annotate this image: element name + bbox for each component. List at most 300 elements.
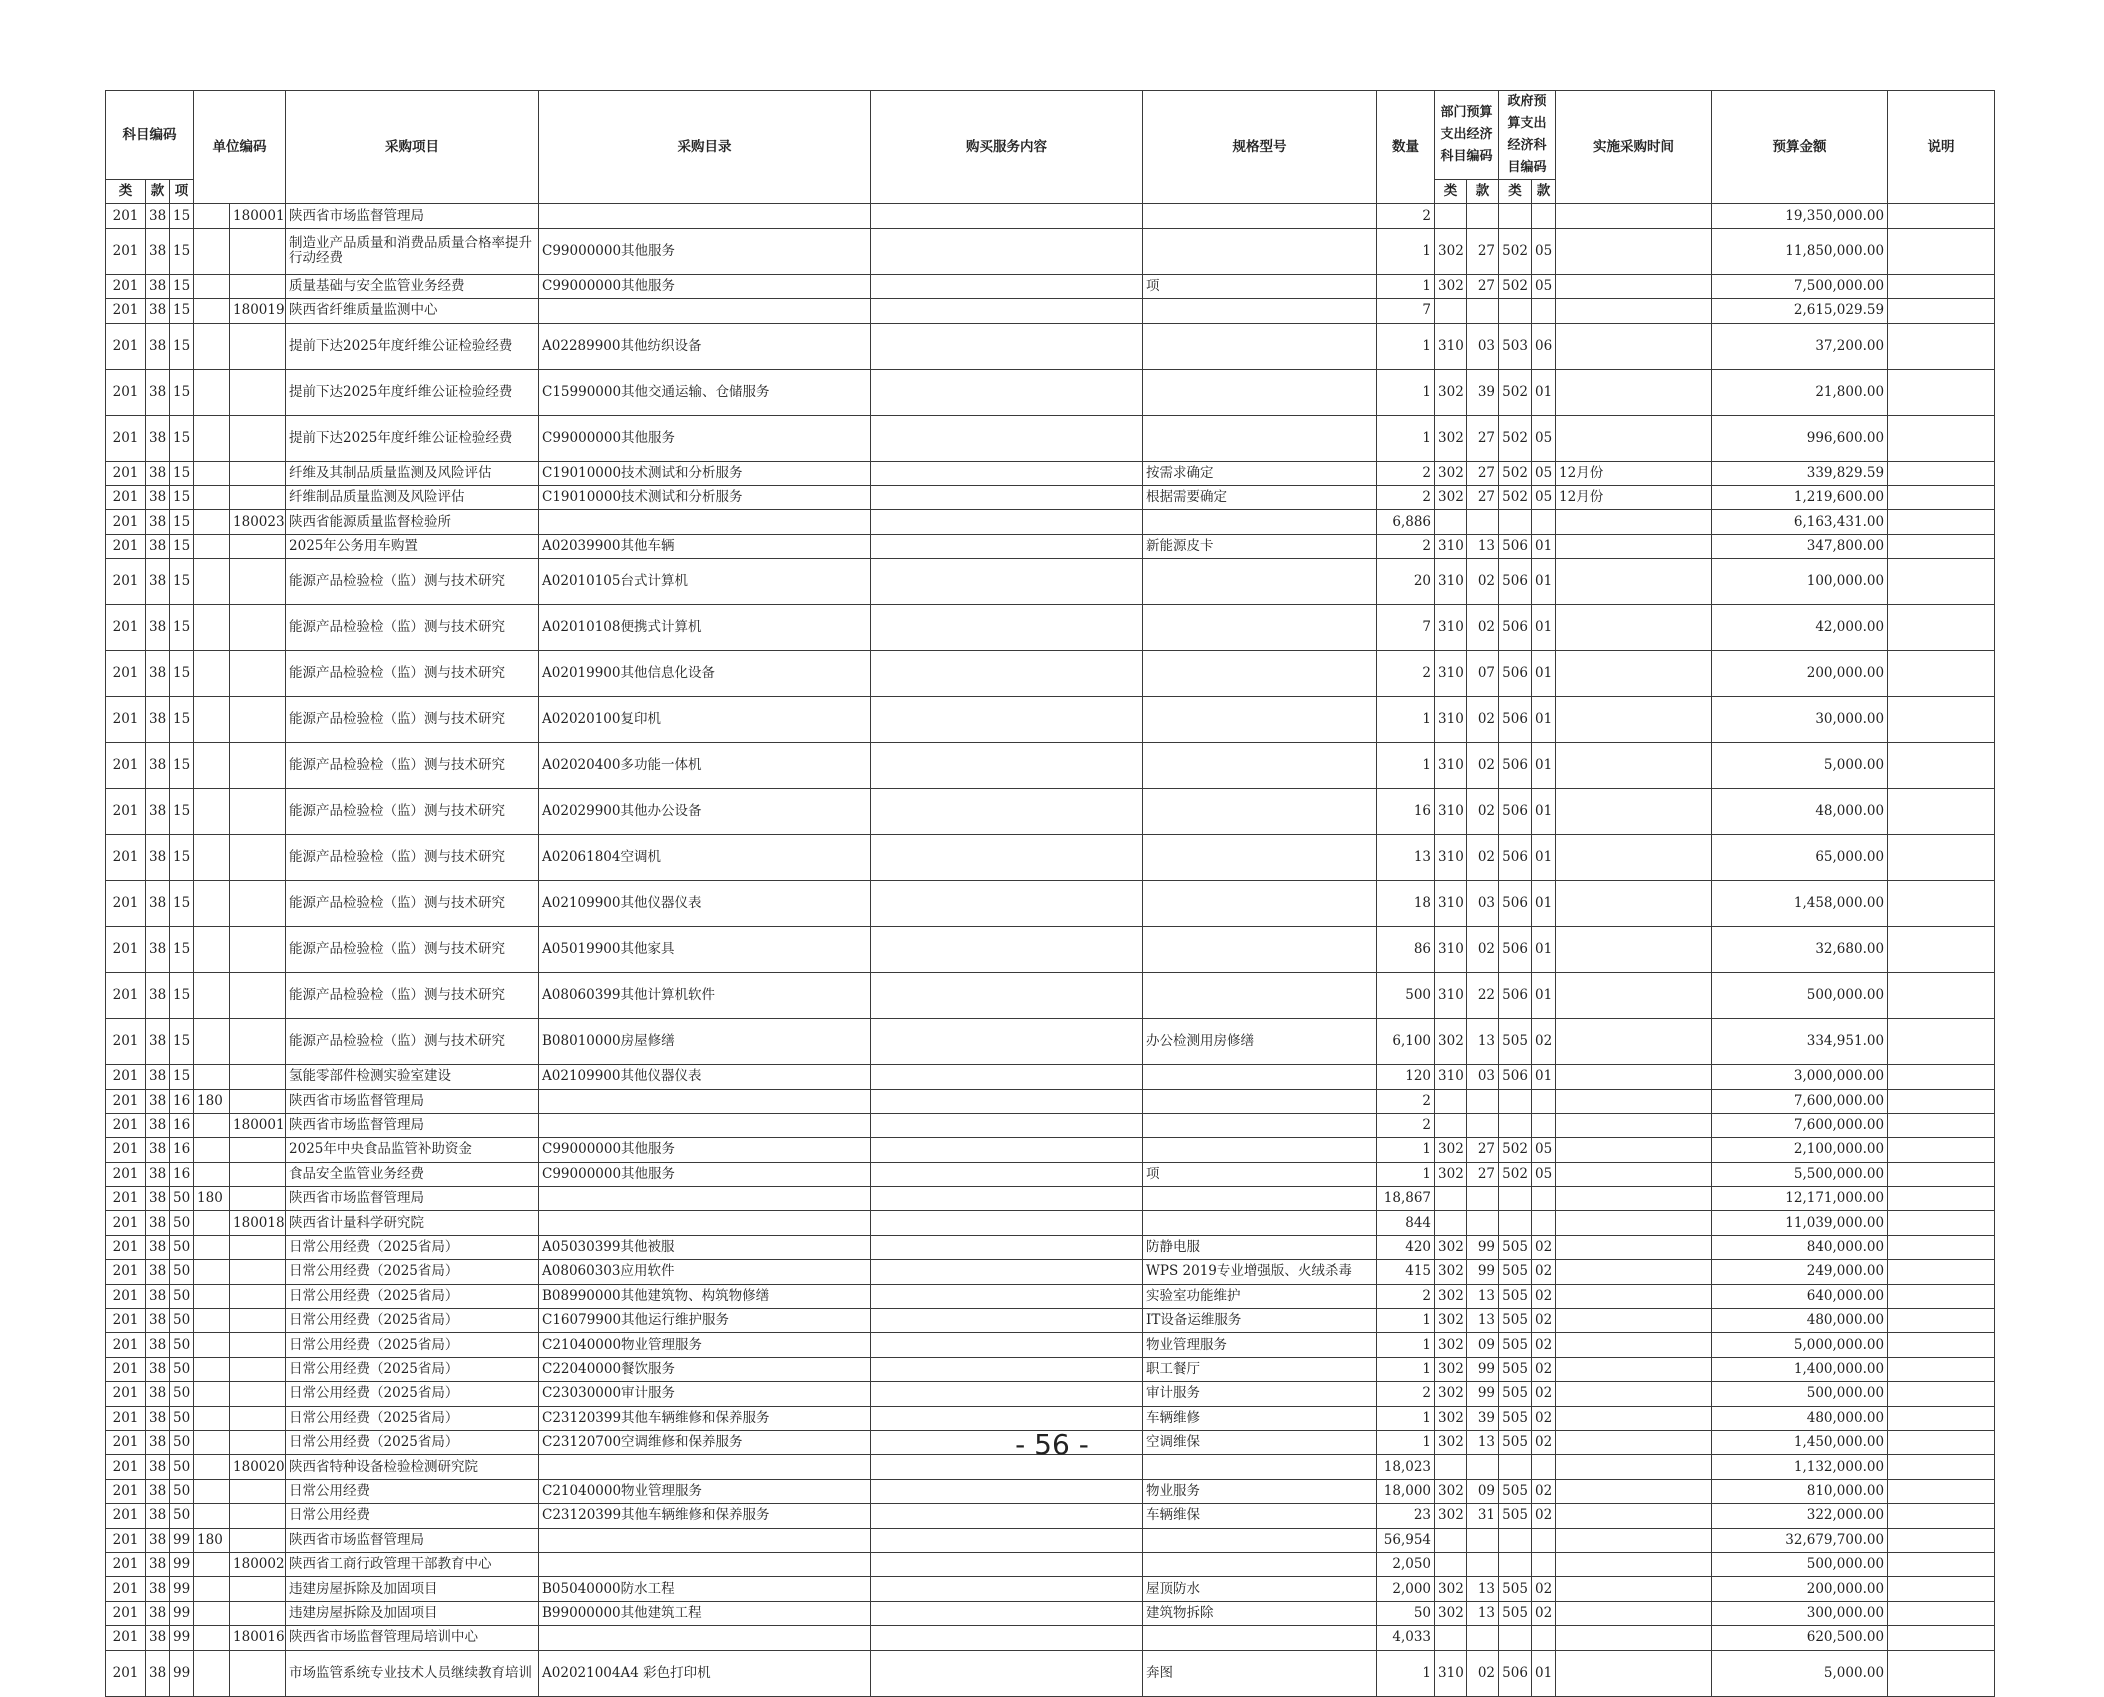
cell-time <box>1556 323 1712 369</box>
cell-catalog: A08060303应用软件 <box>539 1260 871 1284</box>
cell-note <box>1888 299 1995 323</box>
cell-kuan: 38 <box>146 1309 170 1333</box>
cell-spec <box>1143 789 1377 835</box>
cell-unit-prefix <box>194 1309 230 1333</box>
cell-gov-kuan <box>1532 1113 1556 1137</box>
cell-unit-prefix <box>194 1650 230 1696</box>
cell-spec: 奔图 <box>1143 1650 1377 1696</box>
cell-unit-code <box>230 1187 286 1211</box>
header-service-content: 购买服务内容 <box>871 91 1143 204</box>
cell-project: 日常公用经费（2025省局） <box>286 1309 539 1333</box>
cell-unit-code <box>230 605 286 651</box>
cell-time <box>1556 1211 1712 1235</box>
cell-dept-kuan: 99 <box>1467 1235 1499 1259</box>
cell-lei: 201 <box>106 743 146 789</box>
cell-dept-lei: 302 <box>1435 1601 1467 1625</box>
cell-gov-lei: 506 <box>1499 927 1532 973</box>
cell-quantity: 1 <box>1377 1357 1435 1381</box>
table-row <box>106 1357 1995 1381</box>
cell-dept-kuan: 02 <box>1467 559 1499 605</box>
cell-catalog: A02109900其他仪器仪表 <box>539 881 871 927</box>
cell-time <box>1556 1504 1712 1528</box>
cell-dept-lei: 302 <box>1435 1382 1467 1406</box>
cell-catalog: A02289900其他纺织设备 <box>539 323 871 369</box>
cell-gov-lei: 505 <box>1499 1333 1532 1357</box>
cell-note <box>1888 1479 1995 1503</box>
cell-service-content <box>871 1235 1143 1259</box>
cell-dept-kuan: 07 <box>1467 651 1499 697</box>
cell-dept-kuan: 39 <box>1467 1406 1499 1430</box>
cell-unit-code <box>230 1019 286 1065</box>
cell-unit-prefix <box>194 510 230 534</box>
table-row <box>106 228 1995 274</box>
cell-service-content <box>871 605 1143 651</box>
cell-gov-kuan: 02 <box>1532 1382 1556 1406</box>
cell-gov-lei: 502 <box>1499 228 1532 274</box>
cell-gov-lei: 506 <box>1499 835 1532 881</box>
cell-dept-lei: 302 <box>1435 1138 1467 1162</box>
cell-catalog: A02029900其他办公设备 <box>539 789 871 835</box>
cell-service-content <box>871 1333 1143 1357</box>
cell-amount: 1,132,000.00 <box>1712 1455 1888 1479</box>
cell-kuan: 38 <box>146 1138 170 1162</box>
cell-dept-kuan: 99 <box>1467 1260 1499 1284</box>
cell-dept-kuan: 13 <box>1467 534 1499 558</box>
cell-xiang: 50 <box>170 1260 194 1284</box>
cell-xiang: 15 <box>170 789 194 835</box>
cell-spec: 按需求确定 <box>1143 461 1377 485</box>
cell-unit-prefix <box>194 1357 230 1381</box>
cell-quantity: 56,954 <box>1377 1528 1435 1552</box>
cell-gov-lei: 502 <box>1499 369 1532 415</box>
cell-spec <box>1143 881 1377 927</box>
cell-quantity: 6,886 <box>1377 510 1435 534</box>
cell-unit-prefix <box>194 274 230 298</box>
cell-dept-kuan: 02 <box>1467 927 1499 973</box>
table-row <box>106 204 1995 228</box>
cell-time <box>1556 1601 1712 1625</box>
cell-service-content <box>871 1065 1143 1089</box>
cell-dept-lei: 302 <box>1435 1284 1467 1308</box>
cell-amount: 7,600,000.00 <box>1712 1089 1888 1113</box>
cell-spec: 根据需要确定 <box>1143 485 1377 509</box>
cell-gov-kuan: 02 <box>1532 1309 1556 1333</box>
cell-quantity: 1 <box>1377 1333 1435 1357</box>
cell-unit-code <box>230 743 286 789</box>
cell-quantity: 844 <box>1377 1211 1435 1235</box>
table-row <box>106 1577 1995 1601</box>
cell-spec: 防静电服 <box>1143 1235 1377 1259</box>
cell-xiang: 99 <box>170 1552 194 1576</box>
cell-gov-kuan: 05 <box>1532 1138 1556 1162</box>
cell-note <box>1888 1601 1995 1625</box>
cell-spec <box>1143 415 1377 461</box>
cell-project: 能源产品检验检（监）测与技术研究 <box>286 743 539 789</box>
cell-unit-prefix <box>194 1284 230 1308</box>
cell-dept-lei: 302 <box>1435 1357 1467 1381</box>
cell-lei: 201 <box>106 1162 146 1186</box>
cell-dept-kuan: 27 <box>1467 228 1499 274</box>
cell-unit-prefix: 180 <box>194 1187 230 1211</box>
cell-kuan: 38 <box>146 697 170 743</box>
cell-unit-prefix <box>194 1504 230 1528</box>
cell-project: 日常公用经费（2025省局） <box>286 1235 539 1259</box>
cell-kuan: 38 <box>146 651 170 697</box>
cell-quantity: 18,000 <box>1377 1479 1435 1503</box>
cell-kuan: 38 <box>146 1577 170 1601</box>
cell-dept-lei: 302 <box>1435 1309 1467 1333</box>
cell-spec: 车辆维修 <box>1143 1406 1377 1430</box>
cell-spec: 物业服务 <box>1143 1479 1377 1503</box>
cell-gov-kuan: 01 <box>1532 651 1556 697</box>
cell-dept-lei: 302 <box>1435 1235 1467 1259</box>
cell-service-content <box>871 651 1143 697</box>
cell-catalog <box>539 1552 871 1576</box>
cell-quantity: 18,867 <box>1377 1187 1435 1211</box>
cell-spec <box>1143 510 1377 534</box>
cell-unit-code <box>230 1650 286 1696</box>
cell-gov-kuan <box>1532 204 1556 228</box>
cell-lei: 201 <box>106 1187 146 1211</box>
cell-service-content <box>871 559 1143 605</box>
cell-unit-code <box>230 274 286 298</box>
cell-service-content <box>871 204 1143 228</box>
cell-project: 氢能零部件检测实验室建设 <box>286 1065 539 1089</box>
cell-note <box>1888 323 1995 369</box>
cell-unit-prefix <box>194 927 230 973</box>
cell-gov-lei <box>1499 1211 1532 1235</box>
cell-unit-code <box>230 1284 286 1308</box>
cell-xiang: 15 <box>170 485 194 509</box>
cell-lei: 201 <box>106 1650 146 1696</box>
cell-time <box>1556 299 1712 323</box>
cell-unit-prefix <box>194 1382 230 1406</box>
cell-unit-prefix <box>194 1235 230 1259</box>
cell-note <box>1888 1406 1995 1430</box>
cell-amount: 480,000.00 <box>1712 1406 1888 1430</box>
cell-unit-prefix <box>194 1065 230 1089</box>
cell-xiang: 50 <box>170 1187 194 1211</box>
cell-note <box>1888 651 1995 697</box>
table-row <box>106 1650 1995 1696</box>
cell-catalog: B08010000房屋修缮 <box>539 1019 871 1065</box>
cell-catalog: A02020100复印机 <box>539 697 871 743</box>
cell-service-content <box>871 485 1143 509</box>
header-time: 实施采购时间 <box>1556 91 1712 204</box>
cell-service-content <box>871 1284 1143 1308</box>
cell-amount: 322,000.00 <box>1712 1504 1888 1528</box>
cell-gov-lei: 502 <box>1499 485 1532 509</box>
header-subject-code: 科目编码 <box>106 91 194 180</box>
cell-spec <box>1143 228 1377 274</box>
cell-kuan: 38 <box>146 369 170 415</box>
cell-project: 质量基础与安全监管业务经费 <box>286 274 539 298</box>
cell-kuan: 38 <box>146 1626 170 1650</box>
cell-spec: 新能源皮卡 <box>1143 534 1377 558</box>
cell-unit-code <box>230 228 286 274</box>
cell-unit-code: 180020 <box>230 1455 286 1479</box>
cell-kuan: 38 <box>146 1455 170 1479</box>
cell-lei: 201 <box>106 510 146 534</box>
table-row <box>106 1065 1995 1089</box>
cell-service-content <box>871 697 1143 743</box>
cell-unit-prefix <box>194 1626 230 1650</box>
cell-amount: 5,500,000.00 <box>1712 1162 1888 1186</box>
cell-catalog <box>539 1187 871 1211</box>
cell-spec: 建筑物拆除 <box>1143 1601 1377 1625</box>
cell-kuan: 38 <box>146 485 170 509</box>
cell-dept-lei <box>1435 1552 1467 1576</box>
cell-amount: 21,800.00 <box>1712 369 1888 415</box>
cell-time <box>1556 927 1712 973</box>
cell-catalog: A02021004A4 彩色打印机 <box>539 1650 871 1696</box>
cell-xiang: 99 <box>170 1577 194 1601</box>
cell-lei: 201 <box>106 881 146 927</box>
cell-xiang: 15 <box>170 299 194 323</box>
cell-unit-code <box>230 485 286 509</box>
cell-spec <box>1143 697 1377 743</box>
cell-unit-code <box>230 415 286 461</box>
cell-note <box>1888 1552 1995 1576</box>
cell-dept-kuan: 22 <box>1467 973 1499 1019</box>
cell-gov-lei: 506 <box>1499 743 1532 789</box>
cell-gov-lei: 505 <box>1499 1284 1532 1308</box>
cell-quantity: 2 <box>1377 204 1435 228</box>
cell-service-content <box>871 369 1143 415</box>
cell-spec: 审计服务 <box>1143 1382 1377 1406</box>
cell-project: 提前下达2025年度纤维公证检验经费 <box>286 415 539 461</box>
cell-spec <box>1143 743 1377 789</box>
cell-xiang: 15 <box>170 415 194 461</box>
cell-catalog <box>539 1113 871 1137</box>
cell-unit-code <box>230 697 286 743</box>
cell-gov-lei: 506 <box>1499 534 1532 558</box>
cell-project: 能源产品检验检（监）测与技术研究 <box>286 973 539 1019</box>
cell-dept-lei: 310 <box>1435 605 1467 651</box>
cell-gov-lei: 505 <box>1499 1577 1532 1601</box>
cell-catalog: C23120700空调维修和保养服务 <box>539 1430 871 1454</box>
cell-unit-code <box>230 1309 286 1333</box>
table-row <box>106 1138 1995 1162</box>
cell-project: 能源产品检验检（监）测与技术研究 <box>286 697 539 743</box>
cell-service-content <box>871 1601 1143 1625</box>
cell-dept-kuan: 09 <box>1467 1333 1499 1357</box>
cell-unit-code <box>230 1528 286 1552</box>
cell-unit-prefix <box>194 1113 230 1137</box>
cell-dept-lei: 302 <box>1435 228 1467 274</box>
table-row <box>106 1406 1995 1430</box>
cell-dept-kuan: 27 <box>1467 274 1499 298</box>
cell-catalog: A02061804空调机 <box>539 835 871 881</box>
cell-time <box>1556 1552 1712 1576</box>
cell-dept-lei: 302 <box>1435 1406 1467 1430</box>
cell-time <box>1556 605 1712 651</box>
cell-catalog: A05019900其他家具 <box>539 927 871 973</box>
cell-time <box>1556 204 1712 228</box>
cell-service-content <box>871 1089 1143 1113</box>
cell-gov-lei: 505 <box>1499 1504 1532 1528</box>
cell-lei: 201 <box>106 1333 146 1357</box>
cell-gov-kuan: 01 <box>1532 1650 1556 1696</box>
cell-xiang: 15 <box>170 559 194 605</box>
cell-unit-prefix <box>194 1406 230 1430</box>
cell-dept-lei: 302 <box>1435 485 1467 509</box>
cell-quantity: 2,000 <box>1377 1577 1435 1601</box>
table-header <box>106 91 1995 204</box>
cell-catalog: C15990000其他交通运输、仓储服务 <box>539 369 871 415</box>
cell-xiang: 16 <box>170 1138 194 1162</box>
cell-time <box>1556 1382 1712 1406</box>
cell-service-content <box>871 1650 1143 1696</box>
cell-service-content <box>871 881 1143 927</box>
table-row <box>106 743 1995 789</box>
cell-gov-lei: 505 <box>1499 1260 1532 1284</box>
cell-dept-lei <box>1435 1089 1467 1113</box>
cell-catalog: C99000000其他服务 <box>539 1138 871 1162</box>
cell-quantity: 1 <box>1377 743 1435 789</box>
cell-quantity: 2 <box>1377 1284 1435 1308</box>
cell-time <box>1556 881 1712 927</box>
cell-note <box>1888 485 1995 509</box>
cell-catalog: C99000000其他服务 <box>539 228 871 274</box>
cell-spec <box>1143 835 1377 881</box>
cell-lei: 201 <box>106 1065 146 1089</box>
cell-gov-kuan: 05 <box>1532 274 1556 298</box>
cell-kuan: 38 <box>146 204 170 228</box>
cell-dept-kuan: 27 <box>1467 1162 1499 1186</box>
cell-gov-lei: 505 <box>1499 1019 1532 1065</box>
cell-quantity: 18 <box>1377 881 1435 927</box>
cell-note <box>1888 461 1995 485</box>
header-lei: 类 <box>106 180 146 204</box>
cell-gov-lei <box>1499 204 1532 228</box>
cell-note <box>1888 1187 1995 1211</box>
cell-quantity: 1 <box>1377 1430 1435 1454</box>
cell-dept-kuan <box>1467 1089 1499 1113</box>
cell-kuan: 38 <box>146 789 170 835</box>
cell-lei: 201 <box>106 1479 146 1503</box>
cell-dept-kuan: 27 <box>1467 461 1499 485</box>
cell-service-content <box>871 1211 1143 1235</box>
table-row <box>106 1382 1995 1406</box>
cell-time <box>1556 228 1712 274</box>
cell-service-content <box>871 1260 1143 1284</box>
cell-gov-kuan: 02 <box>1532 1260 1556 1284</box>
cell-gov-lei <box>1499 1626 1532 1650</box>
cell-kuan: 38 <box>146 1113 170 1137</box>
cell-time <box>1556 510 1712 534</box>
cell-gov-lei: 505 <box>1499 1309 1532 1333</box>
cell-service-content <box>871 1162 1143 1186</box>
cell-kuan: 38 <box>146 1528 170 1552</box>
header-spec: 规格型号 <box>1143 91 1377 204</box>
cell-gov-lei: 506 <box>1499 1065 1532 1089</box>
cell-unit-code <box>230 835 286 881</box>
cell-service-content <box>871 228 1143 274</box>
cell-unit-prefix <box>194 743 230 789</box>
cell-quantity: 23 <box>1377 1504 1435 1528</box>
cell-dept-kuan: 13 <box>1467 1309 1499 1333</box>
cell-time <box>1556 1577 1712 1601</box>
cell-service-content <box>871 1382 1143 1406</box>
cell-unit-code <box>230 1504 286 1528</box>
cell-dept-lei: 310 <box>1435 927 1467 973</box>
cell-quantity: 2 <box>1377 1113 1435 1137</box>
cell-spec: 实验室功能维护 <box>1143 1284 1377 1308</box>
cell-gov-kuan: 01 <box>1532 835 1556 881</box>
cell-note <box>1888 510 1995 534</box>
table-row <box>106 485 1995 509</box>
cell-unit-code: 180019 <box>230 299 286 323</box>
cell-dept-lei: 302 <box>1435 1162 1467 1186</box>
cell-xiang: 50 <box>170 1211 194 1235</box>
cell-dept-lei: 310 <box>1435 559 1467 605</box>
cell-dept-lei: 302 <box>1435 369 1467 415</box>
cell-amount: 300,000.00 <box>1712 1601 1888 1625</box>
cell-unit-prefix <box>194 605 230 651</box>
cell-time <box>1556 1357 1712 1381</box>
cell-catalog: A05030399其他被服 <box>539 1235 871 1259</box>
cell-xiang: 15 <box>170 1019 194 1065</box>
cell-lei: 201 <box>106 204 146 228</box>
cell-time <box>1556 973 1712 1019</box>
cell-dept-kuan: 13 <box>1467 1284 1499 1308</box>
table-row <box>106 1333 1995 1357</box>
cell-quantity: 500 <box>1377 973 1435 1019</box>
cell-lei: 201 <box>106 228 146 274</box>
cell-service-content <box>871 415 1143 461</box>
cell-dept-kuan: 13 <box>1467 1577 1499 1601</box>
cell-kuan: 38 <box>146 1357 170 1381</box>
cell-project: 日常公用经费 <box>286 1504 539 1528</box>
header-dept-lei: 类 <box>1435 180 1467 204</box>
cell-quantity: 1 <box>1377 1162 1435 1186</box>
cell-gov-lei: 506 <box>1499 789 1532 835</box>
table-row <box>106 1162 1995 1186</box>
cell-gov-lei: 502 <box>1499 1138 1532 1162</box>
cell-gov-lei <box>1499 1187 1532 1211</box>
cell-unit-code <box>230 1260 286 1284</box>
cell-kuan: 38 <box>146 1504 170 1528</box>
cell-kuan: 38 <box>146 605 170 651</box>
cell-project: 日常公用经费（2025省局） <box>286 1333 539 1357</box>
cell-time <box>1556 835 1712 881</box>
cell-catalog: C19010000技术测试和分析服务 <box>539 485 871 509</box>
cell-project: 提前下达2025年度纤维公证检验经费 <box>286 323 539 369</box>
cell-service-content <box>871 323 1143 369</box>
cell-time <box>1556 1479 1712 1503</box>
cell-spec: 项 <box>1143 274 1377 298</box>
cell-gov-kuan: 01 <box>1532 743 1556 789</box>
cell-dept-lei <box>1435 299 1467 323</box>
cell-dept-lei: 310 <box>1435 881 1467 927</box>
cell-catalog: C23030000审计服务 <box>539 1382 871 1406</box>
cell-project: 陕西省市场监督管理局 <box>286 1089 539 1113</box>
cell-project: 日常公用经费（2025省局） <box>286 1284 539 1308</box>
cell-xiang: 15 <box>170 369 194 415</box>
cell-catalog: B05040000防水工程 <box>539 1577 871 1601</box>
cell-spec <box>1143 559 1377 605</box>
cell-gov-lei: 505 <box>1499 1357 1532 1381</box>
table-row <box>106 274 1995 298</box>
cell-time <box>1556 1187 1712 1211</box>
cell-project: 日常公用经费（2025省局） <box>286 1382 539 1406</box>
cell-xiang: 15 <box>170 881 194 927</box>
cell-amount: 1,400,000.00 <box>1712 1357 1888 1381</box>
table-row <box>106 1479 1995 1503</box>
cell-service-content <box>871 461 1143 485</box>
cell-amount: 480,000.00 <box>1712 1309 1888 1333</box>
